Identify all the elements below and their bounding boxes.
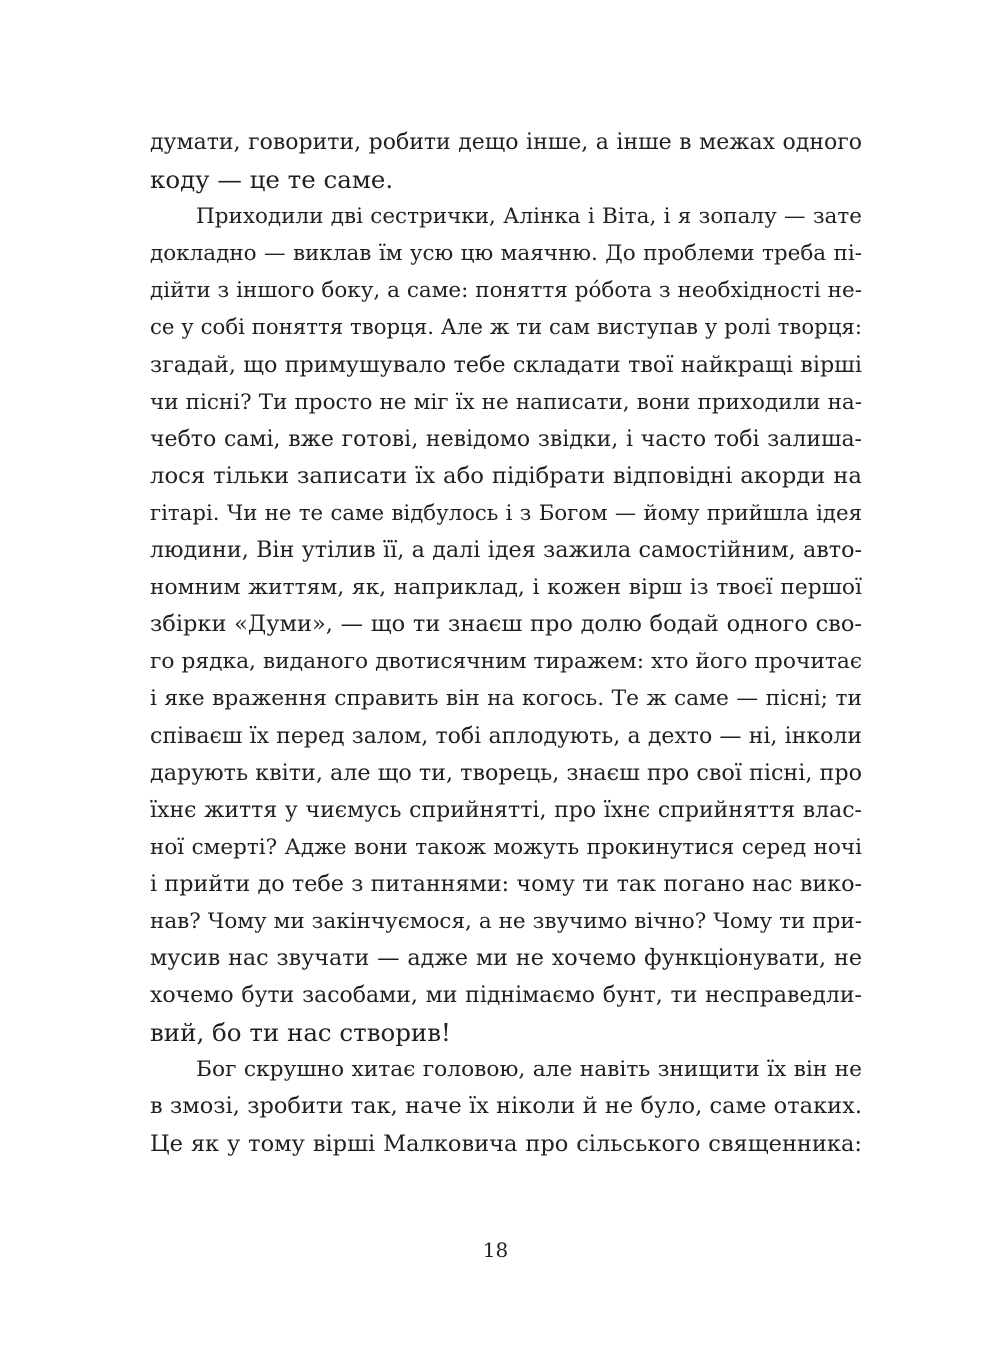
text-line: нав? Чому ми закінчуємося, а не звучимо вічно? Чому ти при-: [150, 908, 862, 934]
text-line: мусив нас звучати — адже ми не хочемо функціонувати, не: [150, 945, 862, 972]
paragraph-1: [150, 124, 862, 198]
text-line: чебто самі, вже готові, невідомо звідки, і часто тобі залиша-: [150, 426, 862, 452]
text-line: думати, говорити, робити дещо інше, а інше в межах одного: [150, 130, 862, 155]
text-line: і прийти до тебе з питаннями: чому ти так погано нас вико-: [150, 870, 862, 897]
text-line: і яке враження справить він на когось. Те ж саме — пісні; ти: [150, 686, 862, 712]
text-line: дійти з іншого боку, а саме: поняття рóбота з необхідності не-: [150, 278, 862, 304]
text-line: ної смерті? Адже вони також можуть прокинутися серед ночі: [150, 834, 862, 860]
text-line: коду — це те саме.: [150, 165, 394, 195]
text-line: се у собі поняття творця. Але ж ти сам виступав у ролі творця:: [150, 315, 862, 341]
text-line: Бог скрушно хитає головою, але навіть знищити їх він не: [196, 1057, 862, 1083]
text-line: чи пісні? Ти просто не міг їх не написати, вони приходили на-: [150, 389, 862, 415]
text-line: дарують квіти, але що ти, творець, знаєш про свої пісні, про: [150, 759, 862, 786]
body-text: [150, 124, 862, 1163]
text-line: вий, бо ти нас створив!: [150, 1018, 451, 1048]
text-line: докладно — виклав їм усю цю маячню. До проблеми треба пі-: [150, 241, 862, 267]
text-line: Приходили дві сестрички, Алінка і Віта, і я зопалу — зате: [196, 204, 862, 230]
text-line: хочемо бути засобами, ми піднімаємо бунт, ти несправедли-: [150, 983, 862, 1009]
paragraph-3: [150, 1051, 862, 1162]
text-line: в змозі, зробити так, наче їх ніколи й не було, саме отаких.: [150, 1093, 862, 1120]
text-line: лося тільки записати їх або підібрати відповідні акорди на: [150, 462, 862, 489]
paragraph-2: [150, 198, 862, 1051]
text-line: номним життям, як, наприклад, і кожен вірш із твоєї першої: [150, 575, 862, 601]
text-line: співаєш їх перед залом, тобі аплодують, а дехто — ні, інколи: [150, 723, 862, 749]
text-line: го рядка, виданого двотисячним тиражем: хто його прочитає: [150, 649, 862, 675]
text-line: збірки «Думи», — що ти знаєш про долю бодай одного сво-: [150, 611, 862, 638]
page-number: 18: [482, 1238, 509, 1262]
text-line: гітарі. Чи не те саме відбулось і з Богом — йому прийшла ідея: [150, 500, 862, 526]
text-line: Це як у тому вірші Малковича про сільського священника:: [150, 1130, 862, 1157]
text-line: їхнє життя у чиємусь сприйнятті, про їхнє сприйняття влас-: [150, 797, 862, 823]
text-line: людини, Він утілив її, а далі ідея зажила самостійним, авто-: [150, 537, 862, 564]
text-line: згадай, що примушувало тебе складати твої найкращі вірші: [150, 351, 862, 378]
